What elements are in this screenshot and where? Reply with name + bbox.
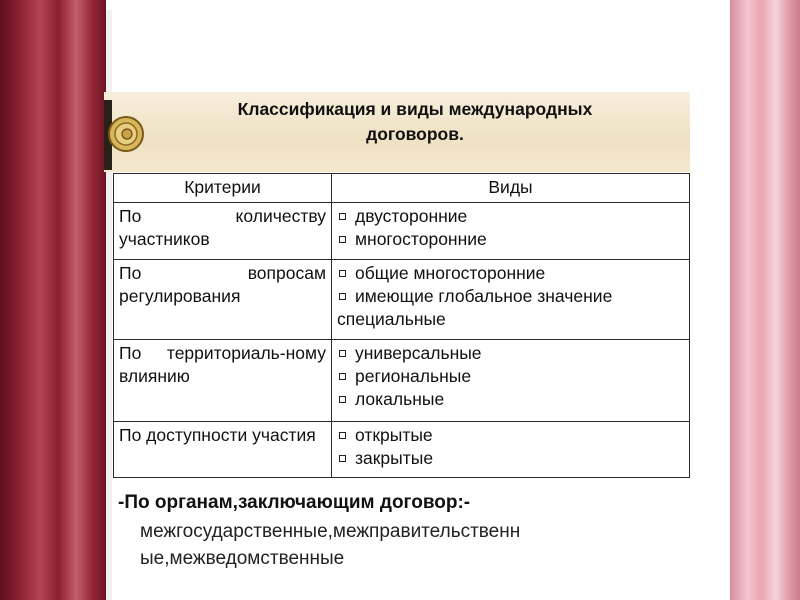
kinds-list	[337, 424, 684, 470]
list-item: локальные	[337, 388, 684, 411]
kinds-cell	[332, 203, 690, 260]
header-kinds: Виды	[332, 174, 690, 203]
bottom-text-line-2: ые,межведомственные	[140, 548, 345, 569]
bottom-heading: -По органам,заключающим договор:-	[118, 492, 471, 513]
table-row	[114, 260, 690, 340]
list-item: многосторонние	[337, 228, 684, 251]
kinds-list	[337, 205, 684, 251]
criterion-cell: По количеству участников	[114, 203, 332, 260]
curtain-right-decoration	[730, 0, 800, 600]
criterion-cell: По территориаль-ному влиянию	[114, 340, 332, 422]
table-row	[114, 422, 690, 478]
table-row	[114, 203, 690, 260]
list-item: имеющие глобальное значение	[337, 285, 684, 308]
table-row	[114, 340, 690, 422]
kinds-cell	[332, 422, 690, 478]
list-item: общие многосторонние	[337, 262, 684, 285]
list-item-plain: специальные	[337, 309, 446, 329]
list-item: закрытые	[337, 447, 684, 470]
kinds-cell	[332, 340, 690, 422]
kinds-list	[337, 262, 684, 308]
curtain-left-decoration	[0, 0, 106, 600]
slide-title	[150, 97, 680, 147]
header-criteria: Критерии	[114, 174, 332, 203]
slide-title-line-2: договоров.	[366, 124, 464, 144]
list-item: региональные	[337, 365, 684, 388]
classification-table	[113, 173, 690, 478]
bottom-text-line-1: межгосударственные,межправительственн	[140, 521, 521, 542]
list-item: открытые	[337, 424, 684, 447]
scroll-ornament-icon	[104, 100, 146, 170]
list-item: универсальные	[337, 342, 684, 365]
criterion-cell: По вопросам регулирования	[114, 260, 332, 340]
table-header-row	[114, 174, 690, 203]
list-item: двусторонние	[337, 205, 684, 228]
kinds-cell	[332, 260, 690, 340]
slide-title-line-1: Классификация и виды международных	[237, 99, 593, 119]
criterion-cell: По доступности участия	[114, 422, 332, 478]
bottom-text	[140, 518, 590, 572]
kinds-list	[337, 342, 684, 411]
